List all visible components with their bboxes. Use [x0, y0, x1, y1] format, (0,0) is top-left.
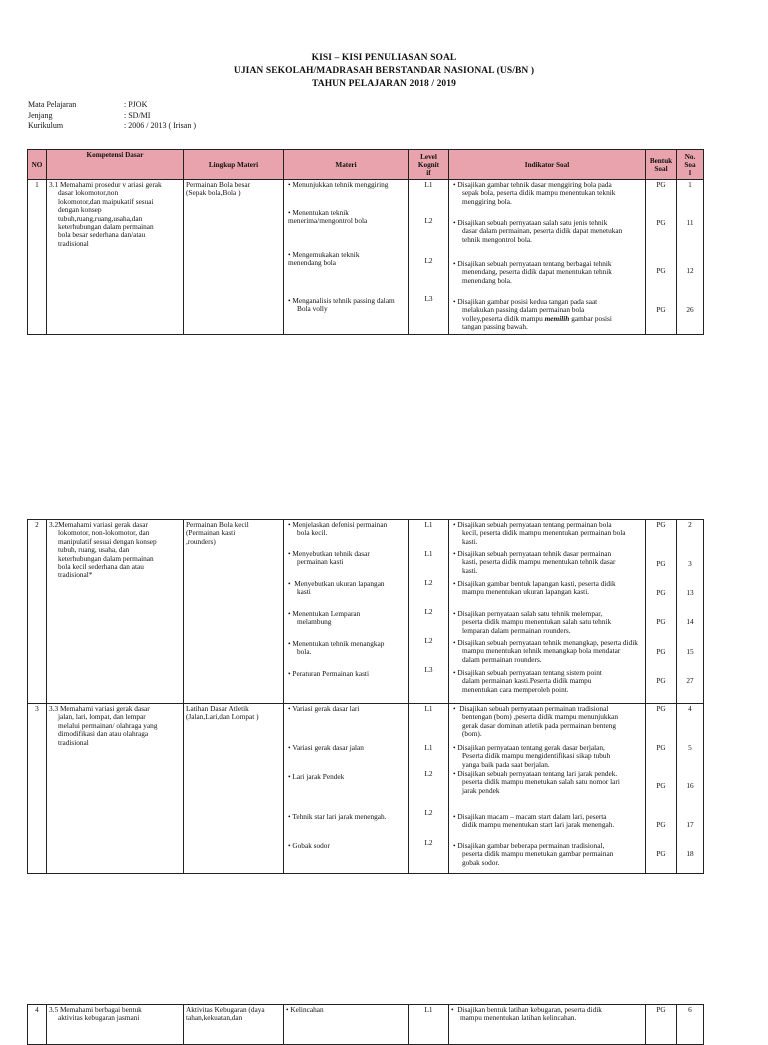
indikator-item: • Disajikan macam – macam start dalam lari, peserta didik mampu menentukan start lari jarak menengah.: [453, 813, 614, 830]
col-header-lingkup: Lingkup Materi: [184, 150, 284, 180]
row-materi: [284, 520, 409, 704]
indikator-item: • Disajikan sebuah pernyataan salah satu jenis tehnik dasar dalam permainan, peserta didik dapat menetukan tehnik mengontrol bola.: [453, 219, 622, 244]
row-nosoal: 4 5 16 17 18: [677, 704, 704, 874]
row-level: L1: [409, 1005, 449, 1045]
materi-item: • Menentukan teknik menerima/mengontrol bola: [288, 209, 367, 226]
row-nosoal: 1 11 12 26: [677, 180, 704, 335]
row-indikator: [449, 180, 646, 335]
col-header-kd: Kompetensi Dasar: [47, 150, 184, 180]
indikator-item: • Disajikan sebuah pernyataan tehnik menangkap, peserta didik mampu menentukan tehnik menangkap bola mendatar dalam permainan rounders.: [453, 639, 638, 664]
col-header-indikator: Indikator Soal: [449, 150, 646, 180]
materi-item: • Menyebutkan tehnik dasar permainan kasti: [288, 550, 370, 567]
materi-item: • Peraturan Permainan kasti: [288, 670, 369, 678]
row-indikator: • Disajikan bentuk latihan kebugaran, peserta didik mampu menentukan latihan kelincahan.: [449, 1005, 646, 1045]
meta-row: [28, 100, 196, 111]
materi-item: • Tehnik star lari jarak menengah.: [288, 813, 387, 821]
meta-label: Jenjang: [28, 110, 53, 120]
row-indikator: [449, 520, 646, 704]
row-materi: [284, 704, 409, 874]
materi-item: • Variasi gerak dasar jalan: [288, 744, 364, 752]
row-bentuk: PG: [646, 1005, 677, 1045]
indikator-item: • Disajikan gambar bentuk lapangan kasti, peserta didik mampu menentukan ukuran lapangan kasti.: [453, 580, 616, 597]
row-lingkup: Aktivitas Kebugaran (daya tahan,kekuatan,dan: [184, 1005, 284, 1045]
materi-item: • Variasi gerak dasar lari: [288, 705, 359, 713]
indikator-item: • Disajikan sebuah pernyataan tentang sistem point dalam permainan kasti.Peserta didik mampu menentukan cara memperoleh point.: [453, 669, 602, 694]
indikator-item: • Disajikan sebuah pernyataan tehnik dasar permainan kasti, peserta didik mampu menentukan tehnik dasar kasti.: [453, 550, 615, 575]
meta-label: Kurikulum: [28, 121, 64, 130]
materi-item: • Menyebutkan ukuran lapangan kasti: [288, 580, 385, 597]
indikator-item: • Disajikan sebuah pernyataan tentang permainan bola kecil, peserta didik mampu menentukan permainan bola kasti.: [453, 521, 626, 546]
row-bentuk: PG PG PG PG PG: [646, 704, 677, 874]
materi-item: • Menentukan tehnik menangkap bola.: [288, 640, 384, 657]
indikator-item: • Disajikan pernyataan salah satu tehnik melempar, peserta didik mampu menentukan salah satu tehnik lemparan dalam permainan rounders.: [453, 610, 611, 635]
meta-value: : 2006 / 2013 ( Irisan ): [124, 121, 196, 130]
row-no: 2: [28, 520, 47, 704]
indikator-item: • Disajikan pernyataan tentang gerak dasar berjalan, Peserta didik mampu mengidentifikasi sikap tubuh yanga baik pada saat berjalan.: [453, 744, 610, 769]
materi-item: • Menjelaskan defenisi permainan bola kecil.: [288, 521, 387, 538]
row-level: L1 L1 L2 L2 L2: [409, 704, 449, 874]
row-no: 1: [28, 180, 47, 335]
materi-item: • Kelincahan: [286, 1006, 406, 1014]
table-row: [28, 180, 704, 335]
row-nosoal: 2 3 13 14 15 27: [677, 520, 704, 704]
row-lingkup: Latihan Dasar Atletik (Jalan,Lari,dan Lompat ): [184, 704, 284, 874]
row-materi: [284, 1005, 409, 1045]
meta-row: [28, 111, 196, 122]
col-header-bentuk: Bentuk Soal: [646, 150, 677, 180]
col-header-nosoal: No. Soa l: [677, 150, 704, 180]
row-kd: 3.5 Memahami berbagai bentuk aktivitas kebugaran jasmani: [47, 1005, 184, 1045]
meta-value: : PJOK: [124, 100, 148, 109]
row-kd: 3.1 Memahami prosedur v ariasi gerak dasar lokomotor,non lokomotor,dan maipukatif sesuai dengan konsep tubuh,ruang,ruang,usaha,dan keterhubungan dalam permainan bola besar sederhana dan/atau tradisional: [47, 180, 184, 335]
document-header: [0, 52, 768, 91]
table-row: [28, 1005, 704, 1045]
row-no: 4: [28, 1005, 47, 1045]
row-lingkup: Permainan Bola besar (Sepak bola,Bola ): [184, 180, 284, 335]
row-indikator: [449, 704, 646, 874]
table-row: [28, 520, 704, 704]
materi-item: • Menentukan Lemparan melambung: [288, 610, 360, 627]
row-materi: [284, 180, 409, 335]
materi-item: • Gobak sodor: [288, 842, 330, 850]
materi-item: • Mengemukakan teknik menendang bola: [288, 251, 359, 268]
col-header-level: Level Kognit if: [409, 150, 449, 180]
indikator-item: • Disajikan sebuah pernyataan permainan tradisional bentengan (bom) ,peserta didik mampu menunjukkan gerak dasar dominan atletik pada permainan benteng (bom).: [453, 705, 618, 739]
row-lingkup: Permainan Bola kecil (Permainan kasti ,rounders): [184, 520, 284, 704]
kisi-table-1: [27, 149, 704, 335]
row-level: L1 L2 L2 L3: [409, 180, 449, 335]
meta-row: [28, 121, 196, 132]
materi-item: • Menganalisis tehnik passing dalam Bola volly: [288, 297, 395, 314]
row-bentuk: PG PG PG PG: [646, 180, 677, 335]
doc-title: KISI – KISI PENULIASAN SOAL: [311, 53, 457, 63]
row-bentuk: PG PG PG PG PG PG: [646, 520, 677, 704]
row-no: 3: [28, 704, 47, 874]
indikator-item: • Disajikan gambar beberapa permainan tradisional, peserta didik mampu menetukan gambar permainan gobak sodor.: [453, 842, 613, 867]
row-nosoal: 6: [677, 1005, 704, 1045]
meta-info: [28, 100, 196, 132]
doc-subtitle: UJIAN SEKOLAH/MADRASAH BERSTANDAR NASIONAL (US/BN ): [233, 66, 535, 76]
table-header-row: [28, 150, 704, 180]
indikator-item: • Disajikan gambar tehnik dasar menggiring bola pada sepak bola, peserta didik mampu menentukan teknik menggiring bola.: [453, 181, 615, 206]
meta-value: : SD/MI: [124, 110, 151, 120]
materi-item: • Menunjukkan tehnik menggiring: [288, 181, 388, 189]
indikator-item: • Disajikan gambar posisi kedua tangan pada saat melakukan passing dalam permainan bola volley,peserta didik mampu memilih gambar posisi tangan passing bawah.: [453, 298, 612, 332]
indikator-item: • Disajikan sebuah pernyataan tentang berbagai tehnik menendang, peserta didik dapat menentukan tehnik menendang bola.: [453, 260, 612, 285]
row-kd: 3.3 Memahami variasi gerak dasar jalan, lari, lompat, dan lempar melalui permainan/ olahraga yang dimodifikasi dan atau olahraga tradisional: [47, 704, 184, 874]
meta-label: Mata Pelajaran: [28, 100, 77, 109]
table-row: [28, 704, 704, 874]
row-level: L1 L1 L2 L2 L2 L3: [409, 520, 449, 704]
kisi-table-3: [27, 1004, 704, 1045]
materi-item: • Lari jarak Pendek: [288, 773, 344, 781]
col-header-no: NO: [28, 150, 47, 180]
indikator-item: • Disajikan sebuah pernyataan tentang lari jarak pendek. peserta didik mampu menetukan salah satu nomor lari jarak pendek: [453, 770, 620, 795]
kisi-table-2: [27, 519, 704, 874]
col-header-materi: Materi: [284, 150, 409, 180]
row-kd: 3.2Memahami variasi gerak dasar lokomotor, non-lokomotor, dan manipulatif sesuai dengan konsep tubuh, ruang, usaha, dan keterhubungan dalam permainan bola kecil sederhana dan atau tradisional*: [47, 520, 184, 704]
doc-year: TAHUN PELAJARAN 2018 / 2019: [312, 79, 456, 89]
